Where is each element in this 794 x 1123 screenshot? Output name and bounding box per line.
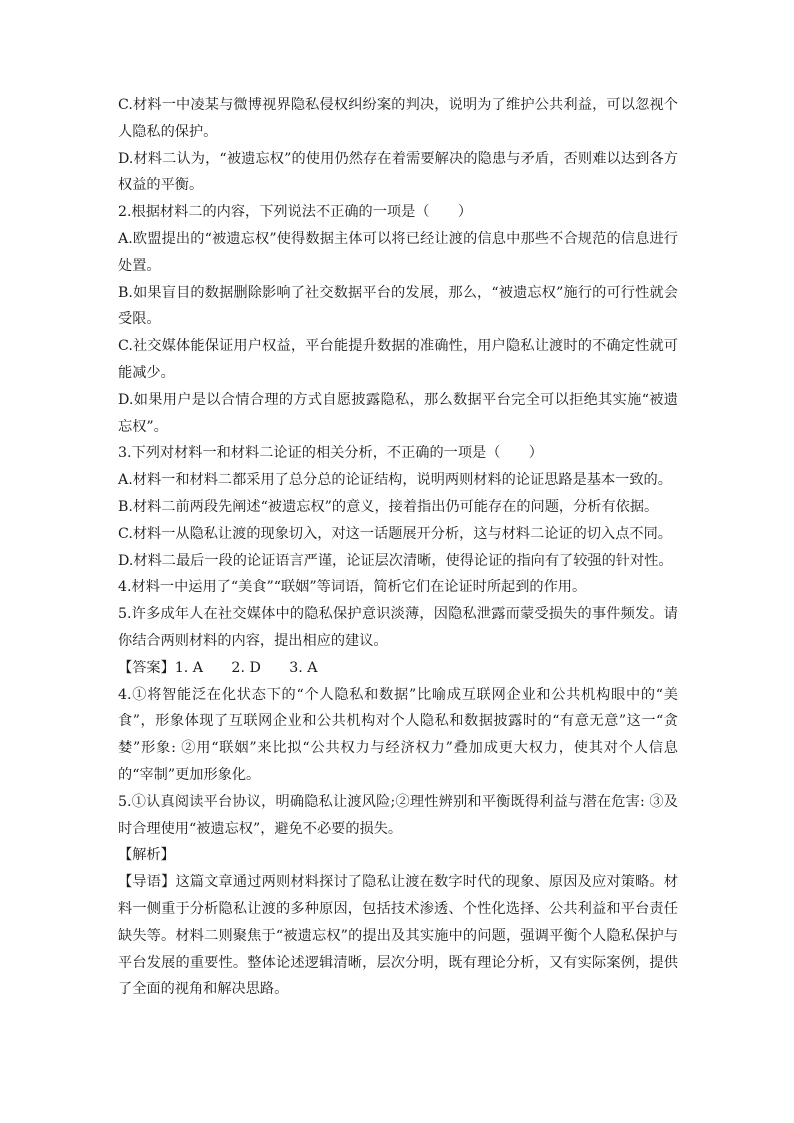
option-a-q3: A.材料一和材料二都采用了总分总的论证结构，说明两则材料的论证思路是基本一致的。 [118,472,672,489]
document-body [118,92,678,1003]
option-d-q2: D.如果用户是以合情合理的方式自愿披露隐私，那么数据平台完全可以拒绝其实施“被遗忘权”。 [118,391,678,435]
option-c-q1: C.材料一中凌某与微博视界隐私侵权纠纷案的判决，说明为了维护公共利益，可以忽视个人隐私的保护。 [118,97,678,140]
option-a-q2: A.欧盟提出的“被遗忘权”使得数据主体可以将已经让渡的信息中那些不合规范的信息进行处置。 [118,230,678,274]
option-b-q2: B.如果盲目的数据删除影响了社交数据平台的发展，那么，“被遗忘权”施行的可行性就会受限。 [118,284,678,328]
introduction-paragraph: 【导语】这篇文章通过两则材料探讨了隐私让渡在数字时代的现象、原因及应对策略。材料一侧重于分析隐私让渡的多种原因，包括技术渗透、个性化选择、公共利益和平台责任缺失等。材料二则聚焦于“被遗忘权”的提出及其实施中的问题，强调平衡个人隐私保护与平台发展的重要性。整体论述逻辑清晰，层次分明，既有理论分析，又有实际案例，提供了全面的视角和解决思路。 [118,874,678,998]
option-d-q3: D.材料二最后一段的论证语言严谨，论证层次清晰，使得论证的指向有了较强的针对性。 [118,552,673,569]
analysis-heading: 【解析】 [118,847,175,864]
answer-4: 4.①将智能泛在化状态下的“个人隐私和数据”比喻成互联网企业和公共机构眼中的“美食”，形象体现了互联网企业和公共机构对个人隐私和数据披露时的“有意无意”这一“贪婪”形象: ②用“联姻”来比拟“公共权力与经济权力”叠加成更大权力，使其对个人信息的“宰制”更加形象化。 [118,686,678,783]
option-c-q2: C.社交媒体能保证用户权益，平台能提升数据的准确性，用户隐私让渡时的不确定性就可能减少。 [118,338,678,381]
option-d-q1: D.材料二认为，“被遗忘权”的使用仍然存在着需要解决的隐患与矛盾，否则难以达到各方权益的平衡。 [118,150,678,194]
question-2: 2.根据材料二的内容，下列说法不正确的一项是（ ） [118,204,473,221]
question-5: 5.许多成年人在社交媒体中的隐私保护意识淡薄，因隐私泄露而蒙受损失的事件频发。请你结合两则材料的内容，提出相应的建议。 [118,606,678,649]
answer-5: 5.①认真阅读平台协议，明确隐私让渡风险;②理性辨别和平衡既得利益与潜在危害: ③及时合理使用“被遗忘权”，避免不必要的损失。 [118,793,678,837]
question-4: 4.材料一中运用了“美食”“联姻”等词语，简析它们在论证时所起到的作用。 [118,579,587,596]
answer-key: 【答案】1. A 2. D 3. A [118,659,318,676]
option-c-q3: C.材料一从隐私让渡的现象切入，对这一话题展开分析，这与材料二论证的切入点不同。 [118,525,672,542]
question-3: 3.下列对材料一和材料二论证的相关分析，不正确的一项是（ ） [118,445,543,462]
option-b-q3: B.材料二前两段先阐述“被遗忘权”的意义，接着指出仍可能存在的问题，分析有依据。 [118,498,659,515]
